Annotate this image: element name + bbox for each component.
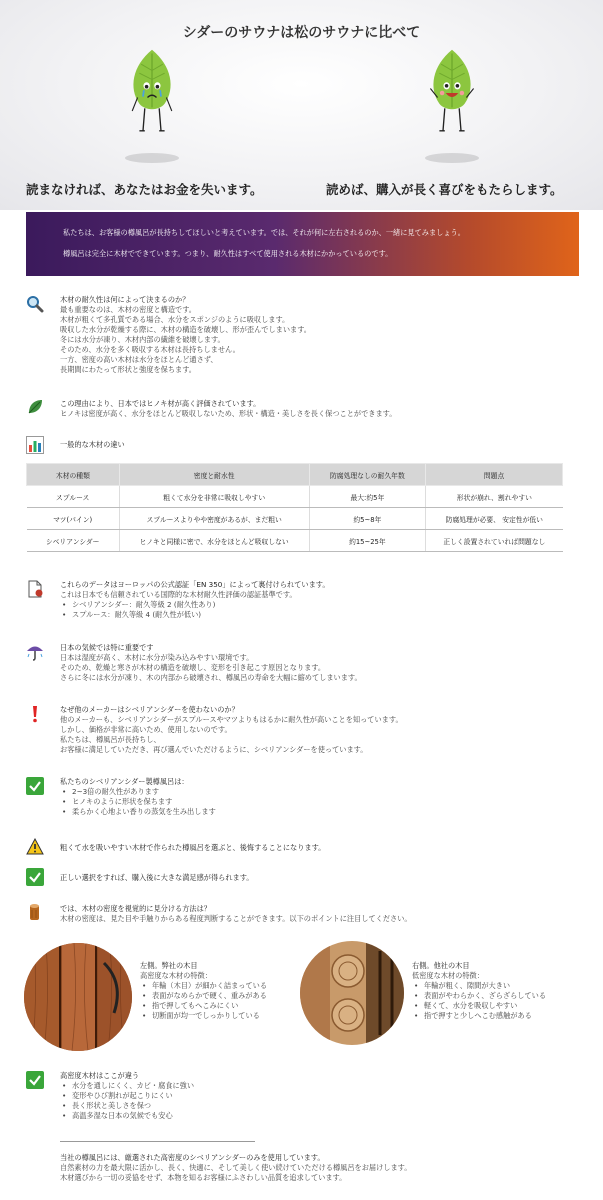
certification-item: • スプルース：耐久等級 4 (耐久性が低い)	[60, 610, 330, 620]
our-products-section	[26, 777, 586, 821]
warning-section	[26, 838, 586, 858]
certification-item: • シベリアンシダー：耐久等級 2 (耐久性あり)	[60, 600, 330, 610]
why-line: お客様に満足していただき、再び選んでいただけるように、シベリアンシダーを使っています。	[60, 745, 368, 754]
right-choice-section	[26, 868, 586, 888]
durability-line: 吸収した水分が乾燥する際に、木材の構造を破壊し、形が歪んでしまいます。	[60, 325, 311, 334]
our-products-item: • 柔らかく心地よい香りの蒸気を生み出します	[60, 807, 216, 817]
table-cell: スプルースよりやや密度があるが、まだ粗い	[119, 508, 309, 530]
sad-leaf-icon	[122, 48, 182, 138]
table-section-heading	[26, 436, 586, 456]
why-section	[26, 705, 586, 759]
dense-wood-heading: 高密度木材はここが違う	[60, 1071, 140, 1080]
hinoki-text: ヒノキは密度が高く、水分をほとんど吸収しないため、形状・構造・美しさを長く保つことができます。	[60, 409, 397, 418]
durability-heading: 木材の耐久性は何によって決まるのか？	[60, 295, 190, 304]
check-icon	[26, 1071, 44, 1089]
right-caption: 読めば、購入が長く喜びをもたらします。	[326, 182, 563, 197]
table-cell: ヒノキと同様に密で、水分をほとんど吸収しない	[119, 530, 309, 552]
durability-line: 長期間にわたって形状と強度を保ちます。	[60, 365, 196, 374]
dense-wood-item: • 長く形状と美しさを保つ	[60, 1101, 194, 1111]
how-text: 木材の密度は、見た目や手触りからある程度判断することができます。以下のポイントに注目してください。	[60, 914, 412, 923]
climate-heading: 日本の気候では特に重要です	[60, 643, 154, 652]
why-heading: なぜ他のメーカーはシベリアンシダーを使わないのか？	[60, 705, 239, 714]
dense-wood-item: • 水分を通しにくく、カビ・腐食に強い	[60, 1081, 194, 1091]
dense-wood-section	[26, 1071, 586, 1125]
our-wood-description	[140, 961, 310, 1041]
table-cell: シベリアンシダー	[27, 530, 120, 552]
durability-line: 一方、密度の高い木材は水分をほとんど通さず、	[60, 355, 218, 364]
check-icon	[26, 868, 44, 886]
table-cell: 約5~8年	[309, 508, 426, 530]
other-wood-item: • 軽くて、水分を吸収しやすい	[412, 1001, 546, 1011]
climate-line: さらに冬には水分が凍り、木の内部から破壊され、樽風呂の寿命を大幅に縮めてしまいます。	[60, 673, 362, 682]
why-line: 他のメーカーも、シベリアンシダーがスプルースやマツよりもはるかに耐久性が高いことを知っています。	[60, 715, 403, 724]
our-products-item: • 2~3倍の耐久性があります	[60, 787, 216, 797]
table-cell: 形状が崩れ、割れやすい	[426, 486, 563, 508]
our-wood-title: 左側。弊社の木目	[140, 961, 198, 970]
right-choice-text: 正しい選択をすれば、購入後に大きな満足感が得られます。	[60, 873, 254, 882]
table-cell: スプルース	[27, 486, 120, 508]
footer-line: 当社の樽風呂には、厳選された高密度のシベリアンシダーのみを使用しています。	[60, 1153, 325, 1162]
our-products-item: • ヒノキのように形状を保ちます	[60, 797, 216, 807]
durability-section	[26, 295, 586, 375]
table-heading: 一般的な木材の違い	[60, 440, 125, 449]
table-row	[27, 486, 563, 508]
sad-leaf-shadow	[125, 153, 179, 163]
table-cell: マツ(パイン)	[27, 508, 120, 530]
dense-wood-item: • 高温多湿な日本の気候でも安心	[60, 1111, 194, 1121]
table-header-cell: 問題点	[426, 464, 563, 486]
durability-line: 冬には水分が凍り、木材内部の繊維を破壊します。	[60, 335, 225, 344]
footer-section	[60, 1153, 603, 1189]
our-wood-item: • 切断面が均一でしっかりしている	[140, 1011, 267, 1021]
bar-chart-icon	[26, 436, 44, 454]
other-wood-title: 右側。他社の木目	[412, 961, 470, 970]
table-cell: 約15~25年	[309, 530, 426, 552]
dense-wood-item: • 変形やひび割れが起こりにくい	[60, 1091, 194, 1101]
durability-line: 最も重要なのは、木材の密度と構造です。	[60, 305, 196, 314]
table-cell: 防腐処理が必要、 安定性が低い	[426, 508, 563, 530]
climate-line: 日本は湿度が高く、木材に水分が染み込みやすい環境です。	[60, 653, 254, 662]
table-header-cell: 密度と耐水性	[119, 464, 309, 486]
table-cell: 最大:約5年	[309, 486, 426, 508]
other-wood-description	[412, 961, 582, 1041]
table-cell: 粗くて水分を非常に吸収しやすい	[119, 486, 309, 508]
table-row	[27, 530, 563, 552]
warning-text: 粗くて水を吸いやすい木材で作られた樽風呂を選ぶと、後悔することになります。	[60, 843, 326, 852]
how-to-judge-section	[26, 903, 586, 927]
our-wood-grain-image	[24, 943, 132, 1051]
table-header-cell: 防腐処理なしの耐久年数	[309, 464, 426, 486]
footer-line: 木材選びから一切の妥協をせず、本物を知るお客様にふさわしい品質を追求しています。	[60, 1173, 347, 1182]
footer-line: 自然素材の力を最大限に活かし、長く、快適に、そして美しく使い続けていただける樽風呂をお届けします。	[60, 1163, 412, 1172]
why-line: しかし、価格が非常に高いため、使用しないのです。	[60, 725, 232, 734]
wood-comparison-table	[26, 463, 563, 552]
table-header-row	[27, 464, 563, 486]
document-icon	[26, 580, 44, 598]
our-wood-subtitle: 高密度な木材の特徴：	[140, 971, 212, 980]
durability-line: 木材が粗くて多孔質である場合、水分をスポンジのように吸収します。	[60, 315, 290, 324]
happy-leaf-shadow	[425, 153, 479, 163]
other-wood-item: • 指で押すと少しへこむ感触がある	[412, 1011, 546, 1021]
footer-divider	[60, 1141, 255, 1142]
our-wood-item: • 年輪（木目）が細かく詰まっている	[140, 981, 267, 991]
certification-heading: これらのデータはヨーロッパの公式認証「EN 350」によって裏付けられています。	[60, 580, 330, 589]
why-line: 私たちは、樽風呂が長持ちし、	[60, 735, 161, 744]
hinoki-section	[26, 398, 586, 422]
other-wood-item: • 表面がやわらかく、ざらざらしている	[412, 991, 546, 1001]
umbrella-icon	[26, 643, 44, 661]
hinoki-heading: この理由により、日本ではヒノキ材が高く評価されています。	[60, 399, 261, 408]
other-wood-item: • 年輪が粗く、隙間が大きい	[412, 981, 546, 991]
durability-line: そのため、水分を多く吸収する木材は長持ちしません。	[60, 345, 240, 354]
page-title: シダーのサウナは松のサウナに比べて	[182, 25, 421, 41]
left-caption: 読まなければ、あなたはお金を失います。	[26, 182, 263, 197]
table-cell: 正しく設置されていれば問題なし	[426, 530, 563, 552]
climate-section	[26, 643, 586, 687]
our-wood-item: • 指で押してもへこみにくい	[140, 1001, 267, 1011]
wood-log-icon	[26, 903, 44, 921]
banner-line-2: 樽風呂は完全に木材でできています。つまり、耐久性はすべて使用される木材にかかっているのです。	[63, 249, 393, 259]
climate-line: そのため、乾燥と寒さが木材の構造を破壊し、変形を引き起こす原因となります。	[60, 663, 326, 672]
leaf-icon	[26, 398, 44, 416]
our-products-heading: 私たちのシベリアンシダー製樽風呂は：	[60, 777, 189, 786]
how-heading: では、木材の密度を視覚的に見分ける方法は？	[60, 904, 211, 913]
our-wood-item: • 表面がなめらかで硬く、重みがある	[140, 991, 267, 1001]
banner-line-1: 私たちは、お客様の樽風呂が長持ちしてほしいと考えています。では、それが何に左右されるのか、一緒に見てみましょう。	[63, 228, 465, 237]
check-icon	[26, 777, 44, 795]
happy-leaf-icon	[422, 48, 482, 138]
magnifier-icon	[26, 295, 44, 313]
intro-banner	[26, 212, 579, 276]
certification-section	[26, 580, 586, 626]
exclamation-icon	[26, 705, 44, 723]
table-header-cell: 木材の種類	[27, 464, 120, 486]
certification-text: これは日本でも信頼されている国際的な木材耐久性評価の認証基準です。	[60, 590, 297, 599]
warning-icon	[26, 838, 44, 856]
other-wood-grain-image	[300, 941, 404, 1045]
other-wood-subtitle: 低密度な木材の特徴：	[412, 971, 484, 980]
table-row	[27, 508, 563, 530]
